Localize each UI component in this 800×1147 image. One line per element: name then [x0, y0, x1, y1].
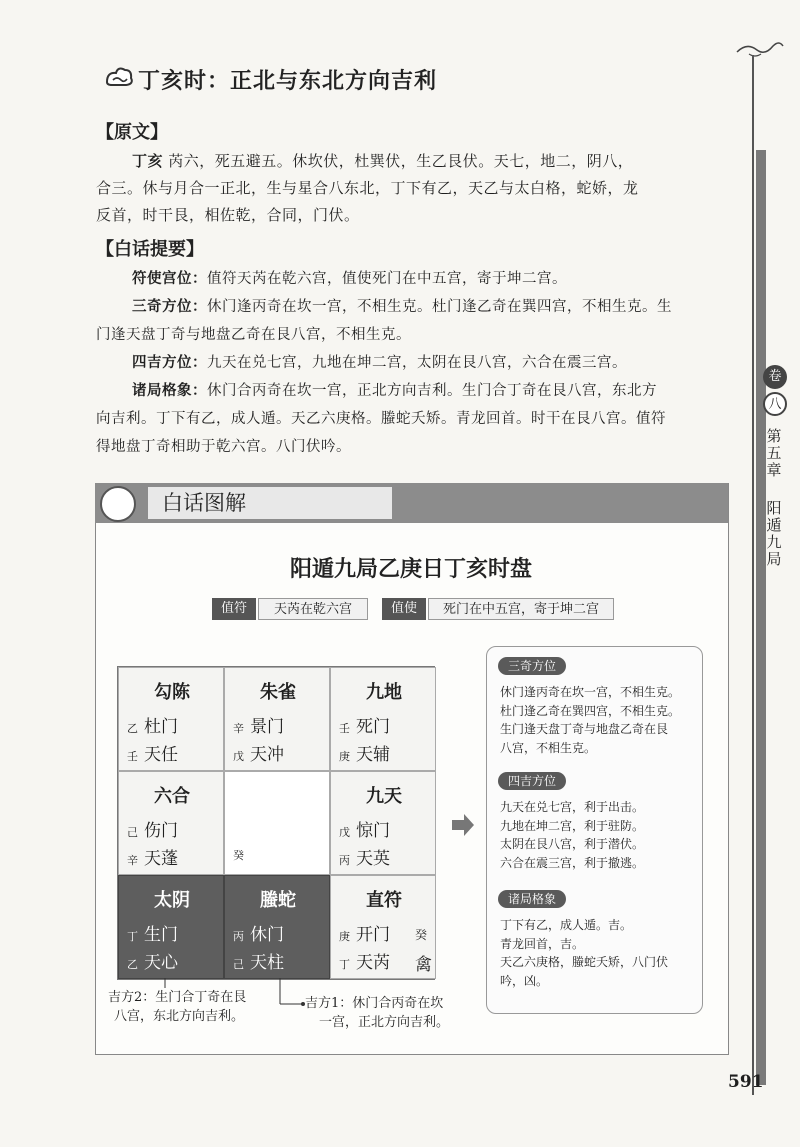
caption-line: 吉方2：生门合丁奇在艮: [108, 990, 247, 1005]
palace-stem: 癸: [233, 849, 244, 862]
palace-stem: 戊: [339, 826, 350, 839]
palace-cell: [330, 875, 436, 979]
palace-stem: 壬: [339, 722, 350, 735]
caption-left: [108, 988, 246, 1026]
original-line-2: 合三。休与月合一正北，生与星合八东北，丁下有乙，天乙与太白格，蛇娇，龙: [96, 179, 639, 197]
caption-line: 八宫，东北方向吉利。: [114, 1009, 245, 1024]
panel-line: 休门逢丙奇在坎一宫，不相生克。: [500, 685, 681, 699]
palace-stem: 辛: [127, 854, 138, 867]
palace-door: 死门: [356, 717, 390, 737]
side-tab-bar: [756, 150, 766, 1085]
palace-stem: 辛: [233, 722, 244, 735]
page-title: 丁亥时：正北与东北方向吉利: [138, 69, 438, 94]
summary-label-1: 符使宫位：: [132, 271, 207, 287]
palace-cell-highlight: [118, 875, 224, 979]
panel-text-sanqi: [500, 683, 700, 757]
palace-star: 天冲: [250, 745, 284, 765]
palace-door: 杜门: [144, 717, 178, 737]
palace-cell: [118, 667, 224, 771]
palace-extra-star: 禽: [415, 955, 432, 975]
palace-god: 九天: [366, 786, 402, 807]
palace-stem: 庚: [339, 750, 350, 763]
palace-cell: [330, 771, 436, 875]
volume-badge: 卷: [763, 365, 787, 389]
summary-line-4c: 得地盘丁奇相助于乾六宫。八门伏吟。: [96, 439, 351, 455]
palace-god: 太阴: [154, 890, 190, 911]
palace-god: 朱雀: [260, 682, 296, 703]
palace-extra-stem: 癸: [415, 928, 428, 942]
palace-door: 开门: [356, 925, 390, 945]
panel-text-siji: [500, 798, 700, 872]
palace-star: 天辅: [356, 745, 390, 765]
diagram-banner-label: 白话图解: [148, 487, 392, 519]
palace-stem: 乙: [127, 722, 138, 735]
section-heading-original: 【原文】: [96, 122, 168, 143]
summary-label-2: 三奇方位：: [132, 299, 207, 315]
panel-line: 天乙六庚格，螣蛇夭矫，八门伏: [500, 955, 669, 969]
palace-door: 生门: [144, 925, 178, 945]
caption-line: 吉方1：休门合丙奇在坎: [305, 996, 444, 1011]
palace-stem: 己: [233, 958, 244, 971]
diagram-title: 阳遁九局乙庚日丁亥时盘: [289, 557, 532, 582]
cloud-ornament-icon: [104, 64, 134, 90]
panel-tag-siji: 四吉方位: [498, 772, 566, 790]
caption-right: [305, 994, 449, 1032]
palace-god: 勾陈: [154, 682, 190, 703]
palace-star: 天心: [144, 953, 178, 973]
panel-line: 太阴在艮八宫，利于潜伏。: [500, 837, 645, 851]
palace-door: 景门: [250, 717, 284, 737]
palace-star: 天蓬: [144, 849, 178, 869]
panel-line: 九地在坤二宫，利于驻防。: [500, 818, 645, 833]
palace-cell: [224, 667, 330, 771]
palace-cell: [118, 771, 224, 875]
volume-number-badge: 八: [763, 392, 787, 416]
caption-line: 一宫，正北方向吉利。: [319, 1015, 450, 1030]
palace-stem: 戊: [233, 750, 244, 763]
summary-line-2b: 门逢天盘丁奇与地盘乙奇在艮八宫，不相生克。: [96, 327, 411, 343]
zhishi-value: 死门在中五宫，寄于坤二宫: [428, 598, 614, 620]
summary-label-4: 诸局格象：: [132, 383, 207, 399]
original-lead: 丁亥: [132, 152, 164, 170]
panel-line: 丁下有乙，成人遁。吉。: [500, 918, 633, 932]
palace-stem: 己: [127, 826, 138, 839]
summary-line-2a: 休门逢丙奇在坎一宫，不相生克。杜门逢乙奇在巽四宫，不相生克。生: [207, 299, 672, 315]
panel-tag-geju: 诸局格象: [498, 890, 566, 908]
chapter-label: 第五章: [766, 427, 782, 479]
emblem-icon: [100, 486, 136, 522]
palace-cell-center: [224, 771, 330, 875]
zhifu-label: 值符: [212, 598, 256, 620]
original-line-3: 反首，时干艮，相佐乾，合同，门伏。: [96, 206, 360, 224]
palace-grid: [117, 666, 435, 980]
zhishi-label: 值使: [382, 598, 426, 620]
palace-god: 螣蛇: [260, 890, 296, 911]
panel-line: 八宫，不相生克。: [500, 740, 597, 755]
palace-cell-highlight: [224, 875, 330, 979]
palace-door: 惊门: [356, 821, 390, 841]
corner-flourish-icon: [735, 38, 785, 60]
original-line-1: 芮六，死五避五。休坎伏，杜巽伏，生乙艮伏。天七，地二，阴八，: [168, 152, 634, 170]
palace-star: 天芮: [356, 953, 390, 973]
palace-god: 直符: [366, 890, 402, 911]
palace-door: 伤门: [144, 821, 178, 841]
panel-line: 六合在震三宫，利于撤逃。: [500, 855, 645, 870]
palace-god: 九地: [366, 682, 402, 703]
palace-stem: 丁: [339, 958, 350, 971]
palace-star: 天英: [356, 849, 390, 869]
chapter-title: 阳遁九局: [766, 499, 782, 568]
page-number: 591: [728, 1072, 764, 1092]
palace-cell: [330, 667, 436, 771]
panel-line: 生门逢天盘丁奇与地盘乙奇在艮: [500, 722, 669, 736]
palace-stem: 庚: [339, 930, 350, 943]
panel-line: 九天在兑七宫，利于出击。: [500, 800, 645, 814]
palace-stem: 丁: [127, 930, 138, 943]
summary-line-4b: 向吉利。丁下有乙，成人遁。天乙六庚格。螣蛇夭矫。青龙回首。时干在艮八宫。值符: [96, 411, 666, 427]
summary-line-3a: 九天在兑七宫，九地在坤二宫，太阴在艮八宫，六合在震三宫。: [207, 355, 627, 371]
palace-door: 休门: [250, 925, 284, 945]
summary-label-3: 四吉方位：: [132, 355, 207, 371]
panel-line: 杜门逢乙奇在巽四宫，不相生克。: [500, 703, 681, 718]
palace-stem: 丙: [339, 854, 350, 867]
panel-text-geju: [500, 916, 700, 990]
panel-line: 青龙回首，吉。: [500, 936, 585, 951]
section-heading-summary: 【白话提要】: [96, 239, 204, 260]
palace-stem: 壬: [127, 750, 138, 763]
palace-star: 天任: [144, 745, 178, 765]
palace-stem: 乙: [127, 958, 138, 971]
panel-line: 吟，凶。: [500, 973, 549, 988]
summary-line-1a: 值符天芮在乾六宫，值使死门在中五宫，寄于坤二宫。: [207, 271, 567, 287]
margin-rule: [752, 55, 754, 1095]
palace-god: 六合: [154, 786, 190, 807]
summary-line-4a: 休门合丙奇在坎一宫，正北方向吉利。生门合丁奇在艮八宫，东北方: [207, 383, 657, 399]
summary-text: [96, 265, 736, 461]
original-text: [96, 148, 736, 229]
palace-stem: 丙: [233, 930, 244, 943]
panel-tag-sanqi: 三奇方位: [498, 657, 566, 675]
palace-star: 天柱: [250, 953, 284, 973]
arrow-right-icon: [450, 812, 476, 838]
zhifu-value: 天芮在乾六宫: [258, 598, 368, 620]
